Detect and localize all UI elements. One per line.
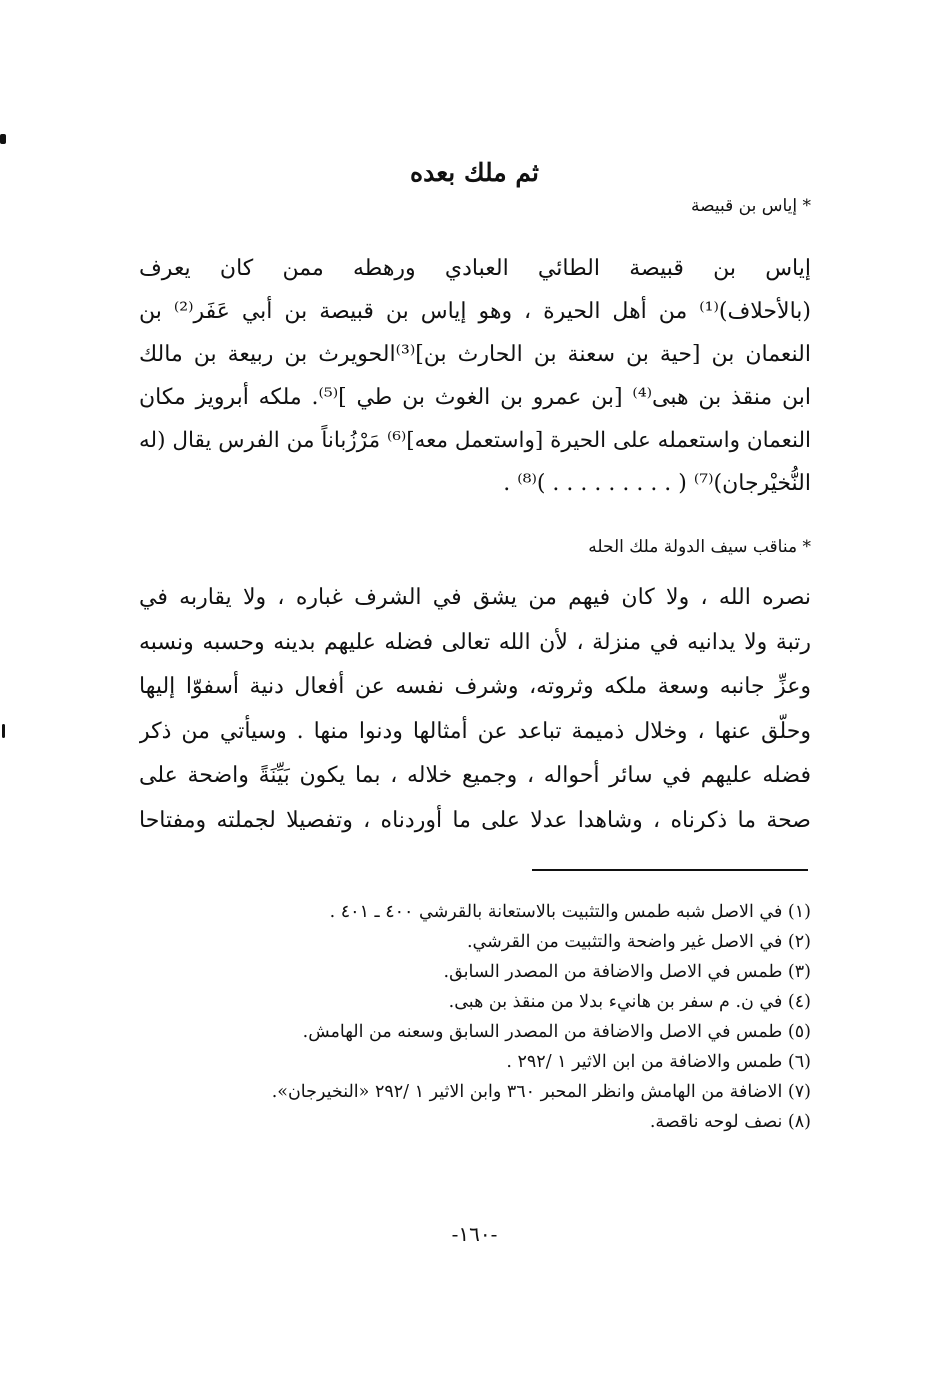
footnote-divider (532, 869, 808, 871)
footnote: (٦) طمس والاضافة من ابن الاثير ١ /٢٩٢ . (506, 1052, 811, 1072)
paragraph-line: النُّخيْرجان)⁽⁷⁾ ( . . . . . . . . . )⁽⁸⁾ . (503, 471, 811, 496)
footnote: (١) في الاصل شبه طمس والتثبيت بالاستعانة بالقرشي ٤٠٠ ـ ٤٠١ . (329, 902, 811, 922)
paragraph (139, 576, 811, 844)
paragraph-line: وعزِّ جانبه وسعة ملكه وثروته، وشرف نفسه عن أفعال دنية أسفوّا إليها (139, 674, 811, 700)
page-title: ثم ملك بعده (410, 158, 539, 187)
footnote: (٥) طمس في الاصل والاضافة من المصدر السابق وسعنه من الهامش. (302, 1022, 811, 1042)
paragraph-line: إياس بن قبيصة الطائي العبادي ورهطه ممن كان يعرف (139, 256, 811, 281)
paragraph-line: (بالأحلاف)⁽¹⁾ من أهل الحيرة ، وهو إياس بن قبيصة بن أبي عَفَر⁽²⁾ بن (139, 299, 811, 324)
paragraph-line: نصره الله ، ولا كان فيهم من يشق في الشرف غباره ، ولا يقاربه في (139, 585, 811, 610)
footnote: (٨) نصف لوحه ناقصة. (649, 1112, 811, 1132)
scan-edge-mark (0, 134, 6, 144)
paragraph-line: فضله عليهم في سائر أحواله ، وجميع خلاله ، بما يكون بَيِّنَةً واضحة على (139, 763, 811, 789)
paragraph-line: ابن منقذ بن هبى⁽⁴⁾ [بن عمرو بن الغوث بن طي ]⁽⁵⁾. ملكه أبرويز مكان (139, 385, 811, 410)
footnote: (٢) في الاصل غير واضحة والتثبيت من القرشي. (466, 932, 811, 952)
paragraph-line: وحلّق عنها ، وخلال ذميمة تباعد عن أمثالها ودنوا منها . وسيأتي من ذكر (139, 718, 811, 744)
scan-edge-mark (2, 724, 5, 738)
footnotes (131, 897, 811, 1137)
paragraph-line: صحة ما ذكرناه ، وشاهدا عدلا على ما أوردناه ، وتفصيلا لجملته ومفتاحا (139, 807, 811, 833)
paragraph-line: النعمان واستعمله على الحيرة [واستعمل معه]⁽⁶⁾ مَرْزُباناً من الفرس يقال (له (139, 428, 811, 453)
paragraph-line: النعمان بن [حية بن سعنة بن الحارث بن]⁽³⁾الحويرث بن ربيعة بن مالك (139, 342, 811, 367)
footnote: (٣) طمس في الاصل والاضافة من المصدر السابق. (443, 962, 811, 982)
paragraph-line: رتبة ولا يدانيه في منزلة ، لأن الله تعالى فضله عليهم بدينه وحسبه ونسبه (139, 629, 811, 655)
section-heading: * إياس بن قبيصة (690, 196, 811, 216)
section-heading: * مناقب سيف الدولة ملك الحله (588, 537, 811, 557)
footnote: (٤) في ن. م سفر بن هانيء بدلا من منقذ بن هبى. (448, 992, 811, 1012)
page-number: -١٦٠- (451, 1222, 498, 1246)
paragraph (139, 247, 811, 505)
footnote: (٧) الاضافة من الهامش وانظر المحبر ٣٦٠ وابن الاثير ١ /٢٩٢ «النخيرجان». (271, 1082, 811, 1102)
